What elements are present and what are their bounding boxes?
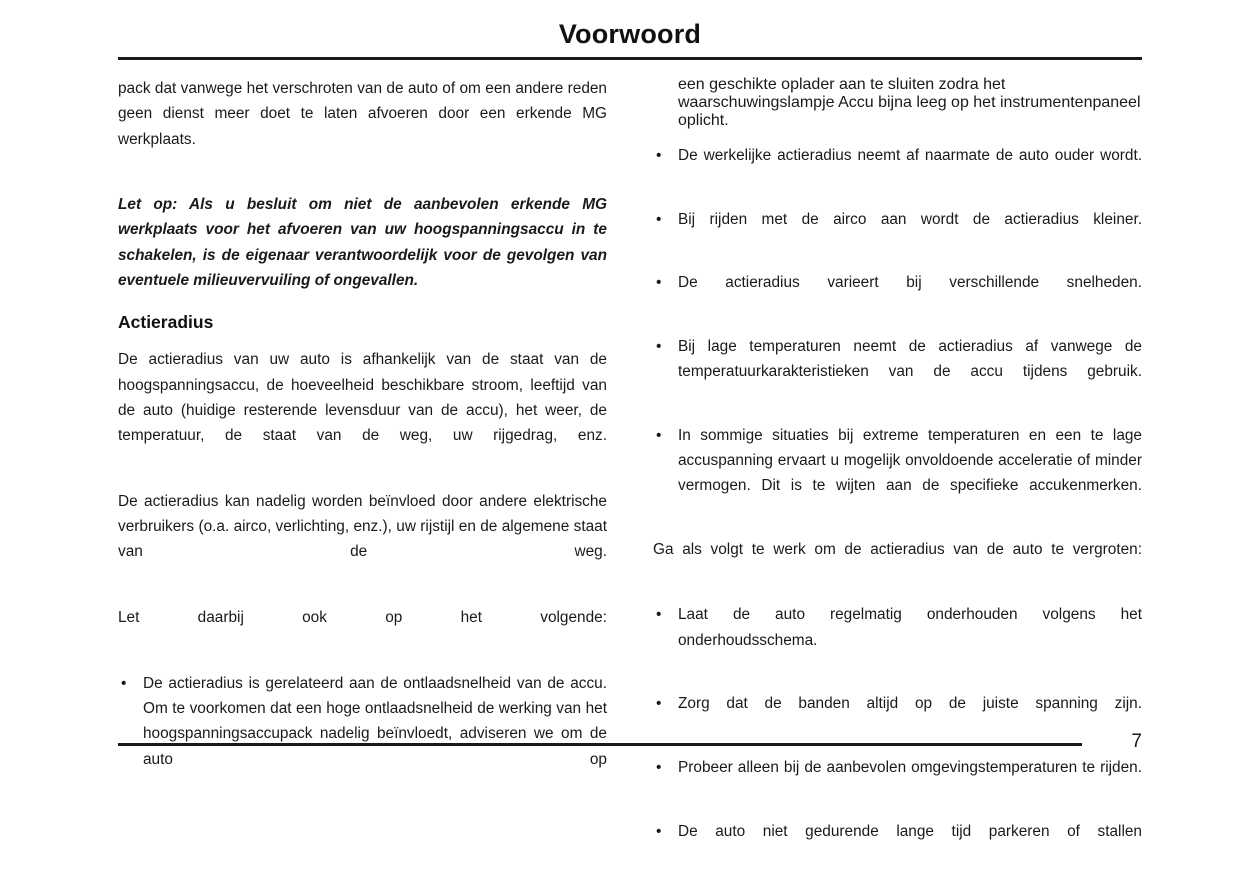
bullet-icon: •: [656, 758, 662, 776]
left-column: [118, 76, 607, 768]
paragraph-actieradius-1: De actieradius van uw auto is afhankelijk van de staat van de hoogspanningsaccu, de hoeveelheid beschikbare stroom, leeftijd van de auto (huidige resterende levensduur van de accu), het weer, de temperatuur, de staat van de weg, uw rijgedrag, enz.: [118, 351, 607, 445]
paragraph-vergroten-intro: Ga als volgt te werk om de actieradius van de auto te vergroten:: [653, 540, 1142, 558]
bullet-icon: •: [121, 674, 127, 692]
list-item-text: De actieradius varieert bij verschillende snelheden.: [678, 274, 1142, 292]
note-paragraph: Let op: Als u besluit om niet de aanbevolen erkende MG werkplaats voor het afvoeren van uw hoogspanningsaccu in te schakelen, is de eigenaar verantwoordelijk voor de gevolgen van eventuele milieuvervuiling of ongevallen.: [118, 196, 607, 290]
header-divider: [118, 57, 1142, 60]
list-item-continuation-text: een geschikte oplader aan te sluiten zodra het waarschuwingslampje Accu bijna leeg op het instrumentenpaneel oplicht.: [678, 76, 1141, 129]
bullet-icon: •: [656, 606, 662, 624]
bullet-icon: •: [656, 695, 662, 713]
bullet-icon: •: [656, 210, 662, 228]
list-item: [653, 143, 1142, 194]
list-item: [653, 423, 1142, 524]
list-item: [653, 602, 1142, 678]
footer-divider: [118, 743, 1082, 746]
paragraph-actieradius-3: Let daarbij ook op het volgende:: [118, 609, 607, 627]
section-heading-actieradius: Actieradius: [118, 312, 214, 333]
list-item-text: Zorg dat de banden altijd op de juiste spanning zijn.: [678, 695, 1142, 713]
bullet-icon: •: [656, 426, 662, 444]
paragraph-actieradius-2: De actieradius kan nadelig worden beïnvloed door andere elektrische verbruikers (o.a. airco, verlichting, enz.), uw rijstijl en de algemene staat van de weg.: [118, 492, 607, 561]
bullet-icon: •: [656, 274, 662, 292]
list-item: [653, 755, 1142, 806]
list-item-text: Laat de auto regelmatig onderhouden volgens het onderhoudsschema.: [678, 606, 1142, 649]
paragraph-continued: pack dat vanwege het verschroten van de auto of om een andere reden geen dienst meer doet te laten afvoeren door een erkende MG werkplaats.: [118, 80, 607, 148]
page-header: [118, 20, 1142, 60]
list-item-text: De werkelijke actieradius neemt af naarmate de auto ouder wordt.: [678, 147, 1142, 164]
list-item-text: De actieradius is gerelateerd aan de ontlaadsnelheid van de accu. Om te voorkomen dat een hoge ontlaadsnelheid de werking van het hoogspanningsaccupack nadelig beïnvloedt, adviseren we om de auto op: [143, 674, 607, 768]
list-item-text: Bij lage temperaturen neemt de actieradius af vanwege de temperatuurkarakteristieken van de accu tijdens gebruik.: [678, 337, 1142, 381]
bullet-icon: •: [656, 147, 662, 164]
body-columns: [118, 76, 1142, 840]
list-item-text: Bij rijden met de airco aan wordt de actieradius kleiner.: [678, 210, 1142, 228]
bullet-icon: •: [656, 822, 662, 840]
list-item: [653, 334, 1142, 410]
list-item: [653, 819, 1142, 869]
list-item-continuation: [653, 76, 1142, 130]
right-column: [653, 76, 1142, 840]
list-item-text: De auto niet gedurende lange tijd parkeren of stallen: [678, 822, 1142, 840]
page-footer: [118, 729, 1142, 759]
bullet-icon: •: [656, 337, 662, 355]
list-item-text: In sommige situaties bij extreme temperaturen en een te lage accuspanning ervaart u mogelijk onvoldoende acceleratie of minder vermogen. Dit is te wijten aan de specifieke accukenmerken.: [678, 426, 1142, 495]
list-item-text: Probeer alleen bij de aanbevolen omgevingstemperaturen te rijden.: [678, 758, 1142, 776]
list-item: [653, 207, 1142, 258]
page-number: 7: [1131, 731, 1142, 752]
list-item: [653, 270, 1142, 321]
page-title: Voorwoord: [558, 19, 702, 49]
